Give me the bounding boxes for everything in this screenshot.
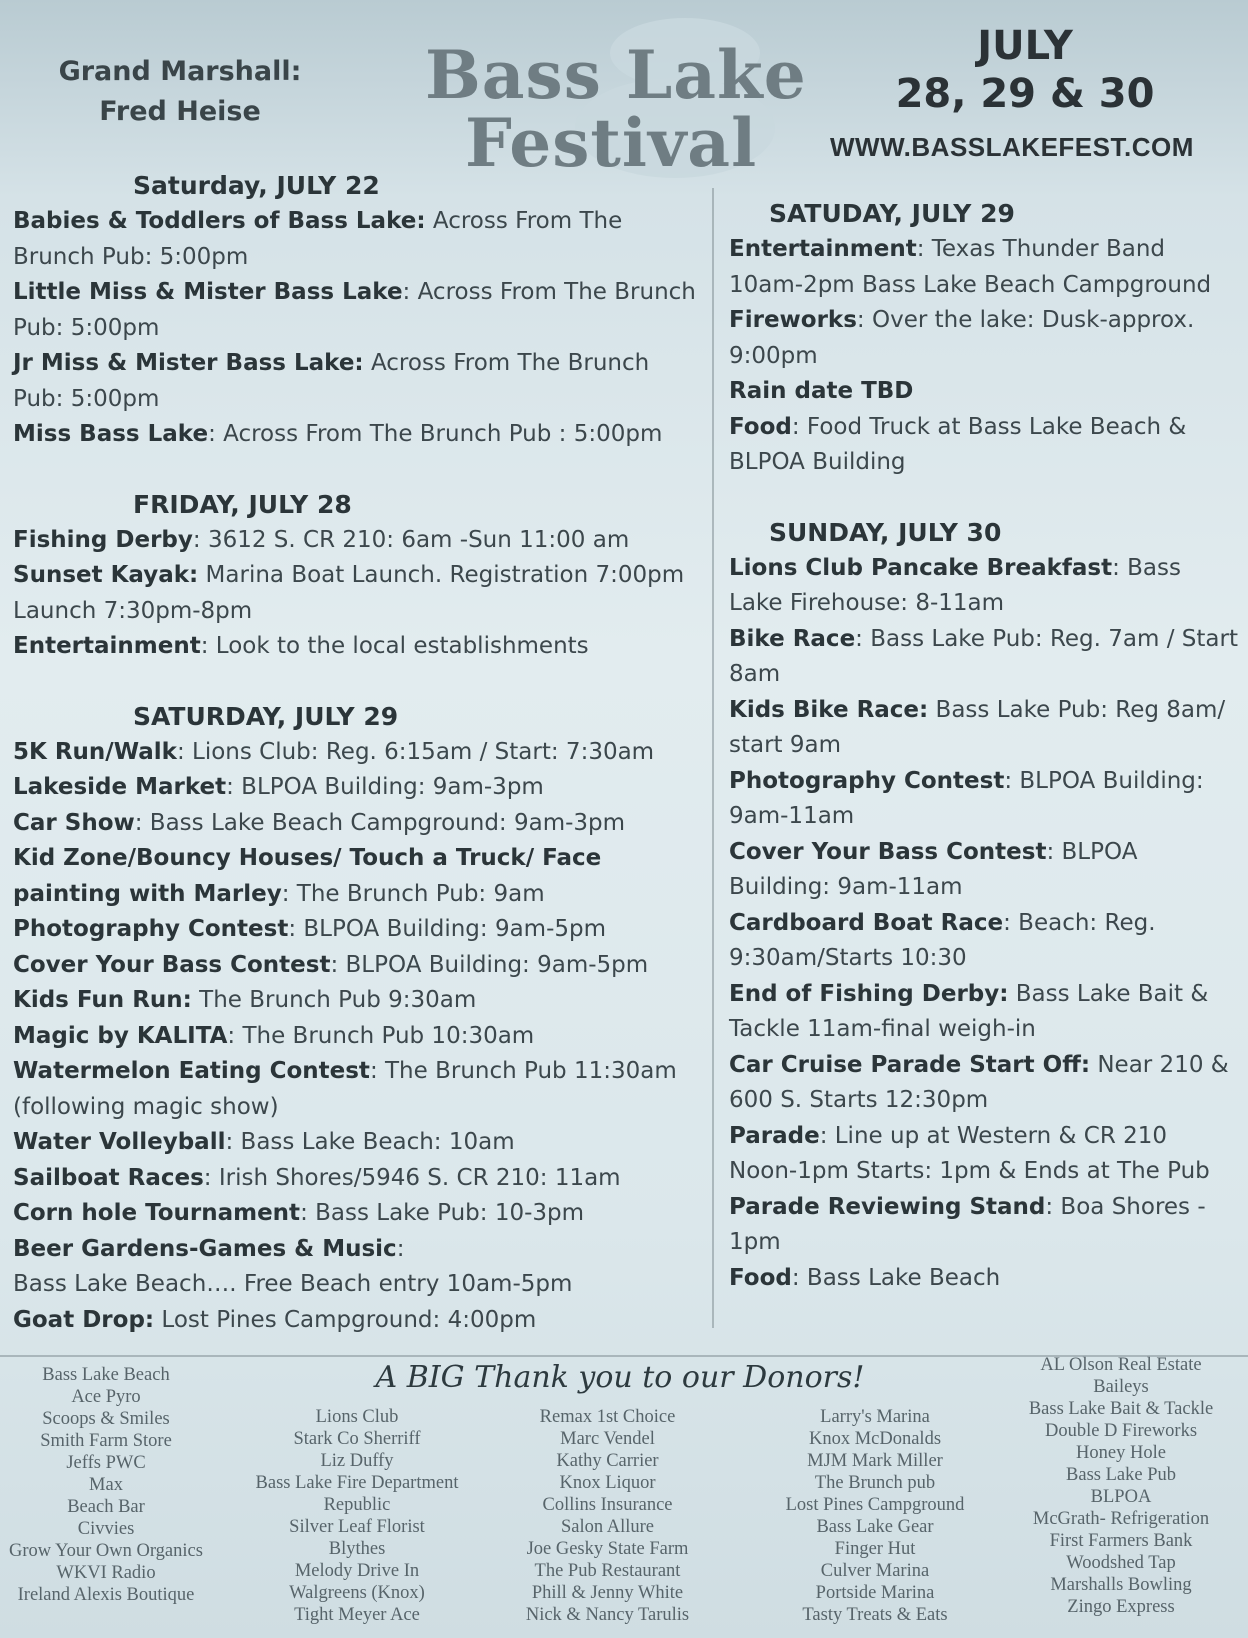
donor-column-5 [1010,1354,1232,1618]
schedule-event [729,906,1239,977]
donor-name: Silver Leaf Florist [289,1517,425,1537]
event-detail: Bass Lake Bait & Tackle 11am-final weigh-in [729,980,1209,1042]
schedule-event [13,1054,703,1125]
event-name: Little Miss & Mister Bass Lake [13,279,403,305]
website-link[interactable]: WWW.BASSLAKEFEST.COM [830,132,1194,162]
event-detail: : 3612 S. CR 210: 6am -Sun 11:00 am [192,526,630,553]
event-detail: : BLPOA Building: 9am-11am [729,838,1138,900]
donors-title: A BIG Thank you to our Donors! [375,1360,865,1395]
event-name: Kid Zone/Bouncy Houses/ Touch a Truck/ Face painting with Marley [13,845,602,907]
schedule-event [13,1019,703,1055]
event-detail: : BLPOA Building: 9am-3pm [226,774,544,800]
schedule-event [13,275,703,346]
donor-name: Salon Allure [560,1517,654,1537]
event-name: Food [729,1264,792,1291]
event-name: Magic by KALITA [13,1022,228,1049]
donor-name: Zingo Express [1067,1597,1175,1617]
event-detail: : Across From The Brunch Pub: 5:00pm [13,279,696,341]
schedule-event [729,232,1239,303]
donor-name: Lions Club [315,1407,399,1427]
donor-name: Smith Farm Store [40,1431,172,1451]
event-name: Rain date TBD [729,378,914,404]
event-detail: : Across From The Brunch Pub : 5:00pm [208,421,663,447]
donor-name: Collins Insurance [542,1495,673,1515]
event-detail: : Beach: Reg. 9:30am/Starts 10:30 [729,909,1156,971]
event-name: Lakeside Market [13,774,227,800]
grand-marshall-name: Fred Heise [99,96,261,127]
donor-name: Tight Meyer Ace [294,1605,420,1625]
event-detail: The Brunch Pub 9:30am [191,987,477,1013]
donor-column-3 [505,1406,710,1626]
donor-name: Bass Lake Gear [816,1517,934,1537]
donor-name: Double D Fireworks [1044,1421,1198,1441]
event-detail: : Bass Lake Beach [791,1264,1001,1291]
event-detail: Across From The Brunch Pub: 5:00pm [13,208,623,270]
donor-column-4 [765,1406,985,1626]
event-name: Lions Club Pancake Breakfast [729,554,1113,581]
schedule-event [13,806,703,842]
donor-name: AL Olson Real Estate [1040,1355,1202,1375]
event-detail: : Over the lake: Dusk-approx. 9:00pm [729,307,1195,369]
event-name: Sailboat Races [13,1164,204,1191]
schedule-event [729,1048,1239,1119]
schedule-event [13,1196,703,1232]
event-name: Parade [729,1122,820,1149]
donor-name: Republic [323,1495,391,1515]
event-detail: Lost Pines Campground: 4:00pm [154,1306,537,1333]
donor-name: Liz Duffy [320,1451,394,1471]
schedule-event [13,770,703,806]
event-name: Fishing Derby [13,526,193,553]
event-name: Photography Contest [13,916,289,942]
event-name: Beer Gardens-Games & Music [13,1235,397,1262]
event-name: Miss Bass Lake [13,421,209,447]
donor-name: First Farmers Bank [1049,1531,1193,1551]
donor-name: Culver Marina [820,1561,930,1581]
event-detail: : Texas Thunder Band 10am-2pm Bass Lake Beach Campground [729,236,1212,298]
event-detail: : Look to the local establishments [200,633,589,659]
event-name: Parade Reviewing Stand [729,1193,1046,1220]
donor-name: Woodshed Tap [1066,1553,1176,1573]
donor-name: Grow Your Own Organics [9,1541,203,1561]
schedule-event [729,374,1239,410]
event-name: Entertainment [13,633,201,659]
event-detail: : Lions Club: Reg. 6:15am / Start: 7:30am [176,738,655,765]
donor-name: Bass Lake Bait & Tackle [1028,1399,1214,1419]
schedule-event [729,1119,1239,1190]
donor-name: Bass Lake Fire Department [255,1473,459,1493]
schedule-event [13,1267,703,1303]
section-gap [13,453,703,487]
schedule-event [729,1190,1239,1261]
event-detail: : Bass Lake Pub: Reg. 7am / Start 8am [729,625,1238,687]
donor-name: Larry's Marina [820,1407,930,1427]
event-detail: : BLPOA Building: 9am-5pm [330,951,649,978]
event-detail: Bass Lake Pub: Reg 8am/ start 9am [729,696,1226,758]
donor-name: BLPOA [1090,1487,1152,1507]
schedule-event [13,983,703,1019]
event-detail: : Boa Shores - 1pm [729,1193,1206,1255]
event-detail: : Bass Lake Beach Campground: 9am-3pm [134,809,626,836]
schedule-right-column [729,196,1239,1296]
donor-name: Blythes [328,1539,386,1559]
event-name: Cover Your Bass Contest [13,951,331,978]
donor-column-2 [234,1406,480,1626]
dates-days: 28, 29 & 30 [895,71,1155,117]
donor-name: Walgreens (Knox) [289,1583,425,1603]
schedule-event [13,346,703,417]
donor-name: Marshalls Bowling [1050,1575,1192,1595]
day-heading: Saturday, JULY 22 [133,171,380,200]
event-name: Fireworks [729,307,857,333]
event-name: End of Fishing Derby: [729,980,1009,1007]
donor-name: Joe Gesky State Farm [526,1539,689,1559]
grand-marshall-label: Grand Marshall: [58,56,302,87]
event-name: Bike Race [729,625,856,652]
schedule-event [13,417,703,453]
donor-name: Knox McDonalds [808,1429,942,1449]
donor-name: Finger Hut [834,1539,916,1559]
donor-name: Bass Lake Beach [42,1365,170,1385]
event-detail: : Bass Lake Beach: 10am [225,1129,515,1155]
schedule-event [729,410,1239,481]
donor-name: McGrath- Refrigeration [1032,1509,1210,1529]
donor-name: Baileys [1093,1377,1149,1397]
event-detail: Marina Boat Launch. Registration 7:00pm Launch 7:30pm-8pm [13,562,685,624]
event-name: Babies & Toddlers of Bass Lake: [13,208,426,234]
event-name: Kids Fun Run: [13,987,192,1013]
donor-name: Tasty Treats & Eats [802,1605,948,1625]
event-detail: : Line up at Western & CR 210 Noon-1pm Starts: 1pm & Ends at The Pub [729,1122,1210,1184]
donor-name: Remax 1st Choice [539,1407,676,1427]
grand-marshall [40,52,320,132]
donor-name: The Pub Restaurant [534,1561,681,1581]
event-name: Kids Bike Race: [729,696,929,723]
donor-name: Ireland Alexis Boutique [17,1585,195,1605]
schedule-event [13,629,703,665]
donor-name: Lost Pines Campground [785,1495,965,1515]
donor-name: Nick & Nancy Tarulis [525,1605,690,1625]
donor-name: Beach Bar [67,1497,145,1517]
event-name: 5K Run/Walk [13,738,177,765]
event-detail: : BLPOA Building: 9am-5pm [288,916,607,942]
donor-name: Melody Drive In [294,1561,420,1581]
column-divider [712,188,714,1328]
schedule-event [13,735,703,771]
donor-column-1 [0,1364,212,1606]
event-name: Entertainment [729,236,917,262]
event-name: Water Volleyball [13,1129,226,1155]
dates-month: JULY [977,23,1073,69]
schedule-event [13,1303,703,1339]
schedule-event [13,841,703,912]
schedule-event [729,622,1239,693]
event-detail: : The Brunch Pub: 9am [281,880,545,907]
event-detail: Near 210 & 600 S. Starts 12:30pm [729,1051,1229,1113]
event-name: Cardboard Boat Race [729,909,1004,936]
event-name: Cover Your Bass Contest [729,838,1047,865]
section-gap [729,481,1239,515]
event-detail: : Bass Lake Firehouse: 8-11am [729,554,1181,616]
donor-name: Scoops & Smiles [42,1409,170,1429]
section-gap [13,665,703,699]
event-name: Jr Miss & Mister Bass Lake: [13,350,364,376]
event-detail: Bass Lake Beach…. Free Beach entry 10am-5pm [13,1271,573,1297]
schedule-event [729,693,1239,764]
logo-line-1: Bass Lake [425,36,807,114]
event-name: Sunset Kayak: [13,562,199,588]
event-name: Car Show [13,809,135,836]
donor-name: MJM Mark Miller [807,1451,943,1471]
event-detail: : [396,1235,405,1262]
event-name: Goat Drop: [13,1306,155,1333]
schedule-event [13,1125,703,1161]
event-name: Food [729,413,792,440]
event-name: Watermelon Eating Contest [13,1058,370,1084]
donor-name: The Brunch pub [814,1473,936,1493]
donor-name: Marc Vendel [560,1429,655,1449]
schedule-left-column [13,168,703,1338]
donor-name: Stark Co Sherriff [293,1429,421,1449]
schedule-event [13,948,703,984]
schedule-event [13,558,703,629]
donor-name: Phill & Jenny White [531,1583,684,1603]
donor-name: Kathy Carrier [556,1451,659,1471]
schedule-event [729,835,1239,906]
event-name: Photography Contest [729,767,1005,794]
donor-name: Portside Marina [815,1583,935,1603]
donor-name: WKVI Radio [56,1563,156,1583]
schedule-event [729,551,1239,622]
donor-name: Ace Pyro [71,1387,141,1407]
donor-name: Jeffs PWC [66,1453,146,1473]
schedule-event [729,977,1239,1048]
logo-line-2: Festival [465,104,758,182]
schedule-event [13,1232,703,1268]
schedule-event [13,1161,703,1197]
event-name: Corn hole Tournament [13,1200,301,1226]
donor-name: Knox Liquor [559,1473,656,1493]
day-heading: SATURDAY, JULY 29 [133,701,399,731]
schedule-event [729,764,1239,835]
festival-dates [880,22,1170,118]
schedule-event [729,1261,1239,1297]
event-detail: : The Brunch Pub 11:30am (following magic show) [13,1058,677,1120]
schedule-event [729,303,1239,374]
donor-name: Bass Lake Pub [1066,1465,1176,1485]
day-heading: FRIDAY, JULY 28 [133,489,352,519]
schedule-event [13,204,703,275]
event-name: Car Cruise Parade Start Off: [729,1051,1091,1078]
event-detail: : Bass Lake Pub: 10-3pm [300,1200,585,1226]
event-detail: : Irish Shores/5946 S. CR 210: 11am [203,1164,621,1191]
schedule-event [13,523,703,559]
event-detail: : BLPOA Building: 9am-11am [729,767,1204,829]
donor-name: Max [89,1475,123,1495]
day-heading: SATUDAY, JULY 29 [769,199,1015,228]
donor-name: Civvies [77,1519,135,1539]
schedule-event [13,912,703,948]
event-detail: : Food Truck at Bass Lake Beach & BLPOA Building [729,413,1187,475]
event-detail: : The Brunch Pub 10:30am [227,1022,535,1049]
event-detail: Across From The Brunch Pub: 5:00pm [13,350,650,412]
donor-name: Honey Hole [1076,1443,1166,1463]
festival-logo [425,18,865,182]
day-heading: SUNDAY, JULY 30 [769,517,1002,547]
